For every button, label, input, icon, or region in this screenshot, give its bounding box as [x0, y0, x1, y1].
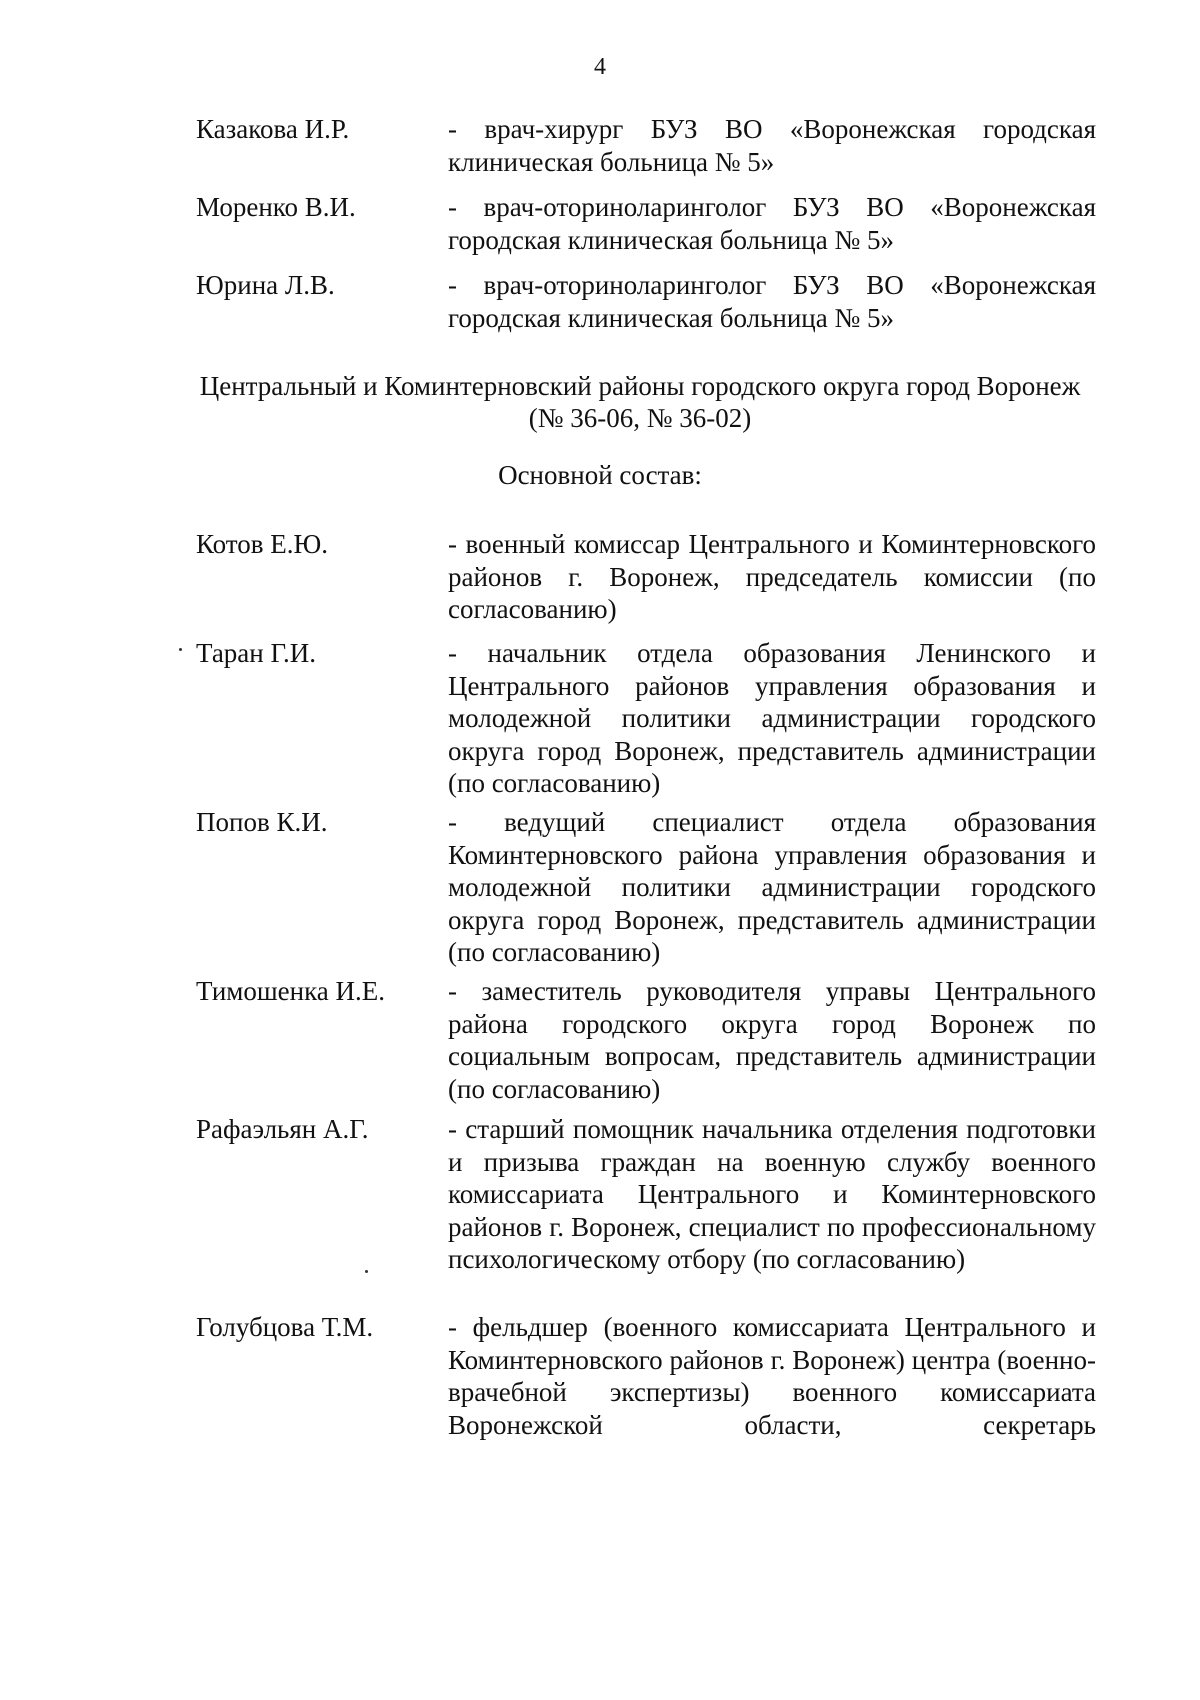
member-name: Тимошенка И.Е.: [196, 976, 386, 1006]
section-title-line2: (№ 36-06, № 36-02): [528, 403, 752, 433]
member-description: - ведущий специалист отдела образования Коминтерновского района управления образования и молодежной политики администрации городского округа город Воронеж, представитель администрации (по согласованию): [448, 807, 1096, 967]
member-description: - начальник отдела образования Ленинского и Центрального районов управления образования и молодежной политики администрации городского округа город Воронеж, представитель администрации (по согласованию): [448, 638, 1096, 798]
member-description: - старший помощник начальника отделения подготовки и призыва граждан на военную службу военного комиссариата Центрального и Коминтерновского районов г. Воронеж, специалист по профессиональному психологическому отбору (по согласованию): [448, 1114, 1096, 1274]
member-description: - врач-оториноларинголог БУЗ ВО «Воронежская городская клиническая больница № 5»: [448, 270, 1096, 333]
member-description: - врач-хирург БУЗ ВО «Воронежская городская клиническая больница № 5»: [448, 114, 1096, 177]
scan-speck: [365, 1270, 368, 1273]
member-name: Голубцова Т.М.: [196, 1312, 374, 1342]
member-name: Таран Г.И.: [196, 638, 317, 668]
member-description: - заместитель руководителя управы Центрального района городского округа город Воронеж по социальным вопросам, представитель администрации (по согласованию): [448, 976, 1096, 1104]
member-name: Котов Е.Ю.: [196, 529, 328, 559]
member-name: Попов К.И.: [196, 807, 328, 837]
member-description: - фельдшер (военного комиссариата Центрального и Коминтерновского районов г. Воронеж) центра (военно-врачебной экспертизы) военного комиссариата Воронежской области, секретарь: [448, 1312, 1096, 1440]
member-name: Юрина Л.В.: [196, 270, 335, 300]
member-name: Казакова И.Р.: [196, 114, 350, 144]
section-title: [150, 370, 1130, 434]
section-title-line1: Центральный и Коминтерновский районы городского округа город Воронеж: [199, 371, 1081, 401]
subsection-title: Основной состав:: [498, 460, 702, 490]
page-number: 4: [594, 54, 606, 80]
member-name: Моренко В.И.: [196, 192, 356, 222]
member-description: - врач-оториноларинголог БУЗ ВО «Воронежская городская клиническая больница № 5»: [448, 192, 1096, 255]
member-description: - военный комиссар Центрального и Коминтерновского районов г. Воронеж, председатель комиссии (по согласованию): [448, 529, 1096, 624]
member-name: Рафаэльян А.Г.: [196, 1114, 369, 1144]
scan-speck: [179, 648, 182, 651]
